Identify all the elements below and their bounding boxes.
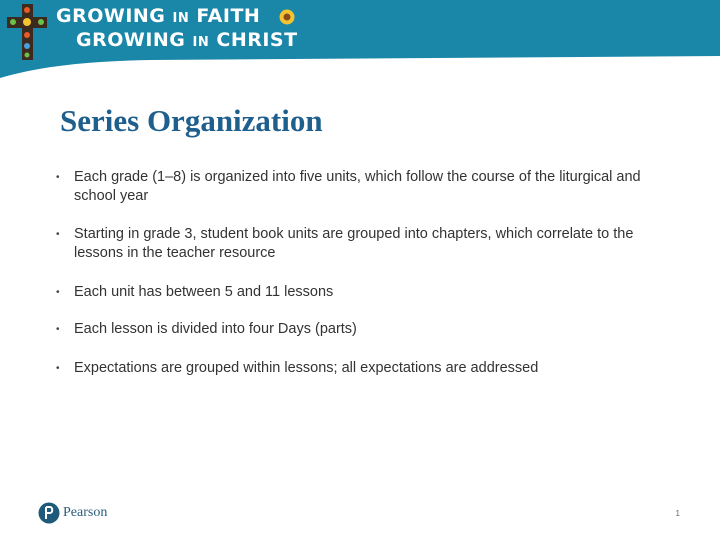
bullet-item (56, 283, 666, 302)
brand-word: CHRIST (216, 29, 298, 51)
bullet-marker: • (56, 229, 60, 240)
brand-line-1 (56, 5, 260, 27)
bullet-item (56, 168, 666, 206)
bullet-marker: • (56, 363, 60, 374)
pearson-p-icon (38, 502, 60, 524)
brand-word-small: IN (172, 11, 190, 26)
brand-line-2 (76, 29, 298, 51)
bullet-item (56, 320, 666, 339)
page-number: 1 (675, 509, 680, 518)
brand-word-small: IN (192, 35, 210, 50)
brand-word: GROWING (76, 29, 186, 51)
bullet-item (56, 225, 666, 263)
decorated-cross-icon (4, 2, 50, 62)
bullet-text: Expectations are grouped within lessons; all expectations are addressed (74, 360, 539, 376)
bullet-text: Each grade (1–8) is organized into five units, which follow the course of the liturgical and school year (74, 169, 641, 204)
brand-word: FAITH (196, 5, 261, 27)
sunflower-icon (279, 9, 295, 25)
slide-title: Series Organization (60, 103, 323, 138)
bullet-marker: • (56, 287, 60, 298)
pearson-logo (38, 502, 107, 524)
bullet-item (56, 359, 666, 378)
publisher-name: Pearson (63, 505, 108, 520)
bullet-marker: • (56, 172, 60, 183)
bullet-marker: • (56, 324, 60, 335)
bullet-text: Starting in grade 3, student book units are grouped into chapters, which correlate to the lessons in the teacher resource (74, 226, 634, 261)
bullet-text: Each lesson is divided into four Days (parts) (74, 321, 357, 337)
bullet-text: Each unit has between 5 and 11 lessons (74, 284, 334, 300)
brand-word: GROWING (56, 5, 166, 27)
header-banner (0, 0, 720, 80)
